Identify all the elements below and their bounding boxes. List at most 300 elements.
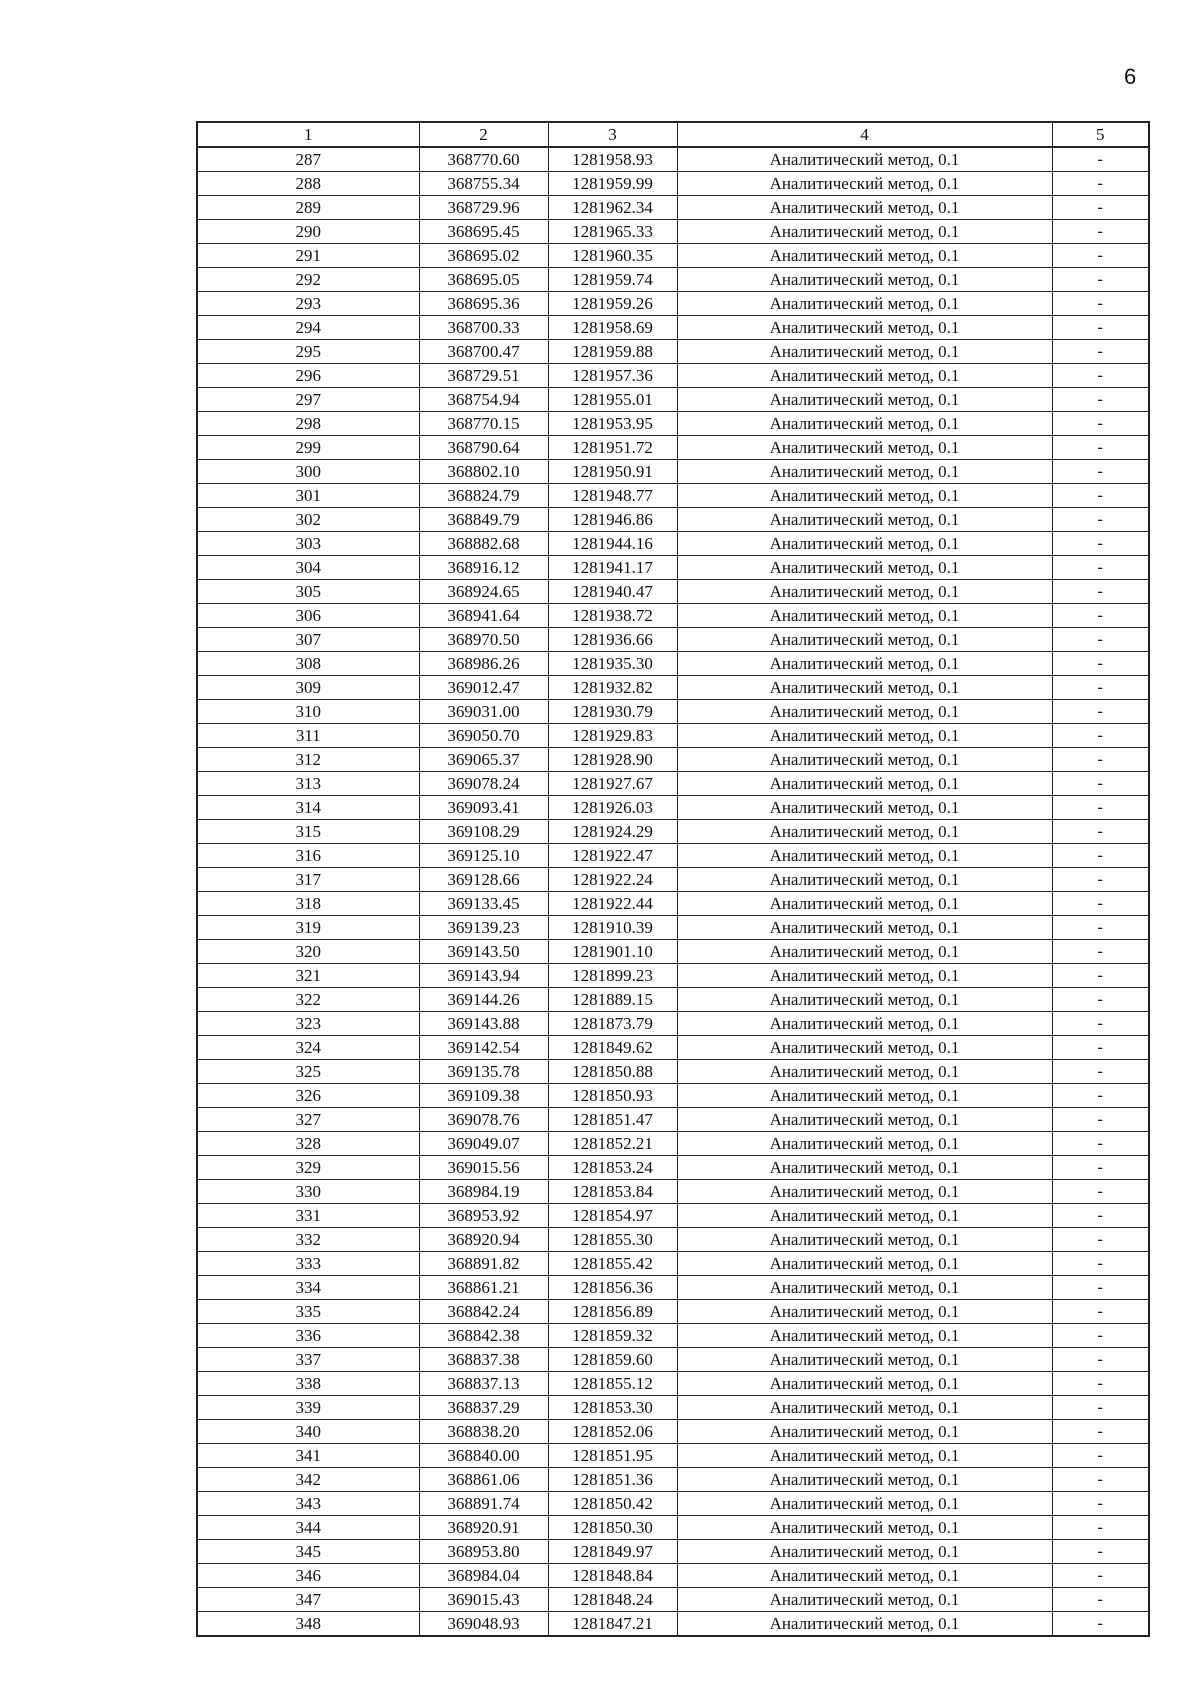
table-row (197, 1348, 1149, 1372)
method-accuracy-cell: Аналитический метод, 0.1 (677, 508, 1052, 532)
note-cell: - (1052, 604, 1149, 628)
x-coordinate-cell: 368984.04 (419, 1564, 548, 1588)
y-coordinate-cell: 1281859.60 (548, 1348, 677, 1372)
point-number-cell: 313 (197, 772, 419, 796)
note-cell: - (1052, 316, 1149, 340)
x-coordinate-cell: 368916.12 (419, 556, 548, 580)
y-coordinate-cell: 1281960.35 (548, 244, 677, 268)
x-coordinate-cell: 368838.20 (419, 1420, 548, 1444)
note-cell: - (1052, 940, 1149, 964)
y-coordinate-cell: 1281958.93 (548, 147, 677, 172)
x-coordinate-cell: 368861.21 (419, 1276, 548, 1300)
column-header-3: 3 (548, 122, 677, 147)
point-number-cell: 334 (197, 1276, 419, 1300)
method-accuracy-cell: Аналитический метод, 0.1 (677, 1228, 1052, 1252)
point-number-cell: 337 (197, 1348, 419, 1372)
method-accuracy-cell: Аналитический метод, 0.1 (677, 460, 1052, 484)
y-coordinate-cell: 1281855.30 (548, 1228, 677, 1252)
point-number-cell: 333 (197, 1252, 419, 1276)
y-coordinate-cell: 1281922.47 (548, 844, 677, 868)
note-cell: - (1052, 1396, 1149, 1420)
x-coordinate-cell: 368695.05 (419, 268, 548, 292)
y-coordinate-cell: 1281850.42 (548, 1492, 677, 1516)
page-number: 6 (1124, 64, 1137, 89)
point-number-cell: 287 (197, 147, 419, 172)
method-accuracy-cell: Аналитический метод, 0.1 (677, 1156, 1052, 1180)
point-number-cell: 319 (197, 916, 419, 940)
note-cell: - (1052, 1060, 1149, 1084)
table-row (197, 1012, 1149, 1036)
x-coordinate-cell: 368941.64 (419, 604, 548, 628)
note-cell: - (1052, 1540, 1149, 1564)
x-coordinate-cell: 369015.56 (419, 1156, 548, 1180)
point-number-cell: 306 (197, 604, 419, 628)
y-coordinate-cell: 1281924.29 (548, 820, 677, 844)
note-cell: - (1052, 412, 1149, 436)
x-coordinate-cell: 369078.24 (419, 772, 548, 796)
note-cell: - (1052, 1036, 1149, 1060)
y-coordinate-cell: 1281899.23 (548, 964, 677, 988)
point-number-cell: 308 (197, 652, 419, 676)
x-coordinate-cell: 368986.26 (419, 652, 548, 676)
column-header-4: 4 (677, 122, 1052, 147)
y-coordinate-cell: 1281959.74 (548, 268, 677, 292)
method-accuracy-cell: Аналитический метод, 0.1 (677, 1372, 1052, 1396)
point-number-cell: 305 (197, 580, 419, 604)
method-accuracy-cell: Аналитический метод, 0.1 (677, 1396, 1052, 1420)
table-row (197, 748, 1149, 772)
method-accuracy-cell: Аналитический метод, 0.1 (677, 388, 1052, 412)
point-number-cell: 327 (197, 1108, 419, 1132)
note-cell: - (1052, 1276, 1149, 1300)
table-row (197, 436, 1149, 460)
point-number-cell: 336 (197, 1324, 419, 1348)
method-accuracy-cell: Аналитический метод, 0.1 (677, 1468, 1052, 1492)
x-coordinate-cell: 368984.19 (419, 1180, 548, 1204)
note-cell: - (1052, 580, 1149, 604)
note-cell: - (1052, 1492, 1149, 1516)
x-coordinate-cell: 369050.70 (419, 724, 548, 748)
table-row (197, 1180, 1149, 1204)
x-coordinate-cell: 369143.88 (419, 1012, 548, 1036)
table-row (197, 964, 1149, 988)
point-number-cell: 292 (197, 268, 419, 292)
table-row (197, 580, 1149, 604)
table-row (197, 1252, 1149, 1276)
note-cell: - (1052, 916, 1149, 940)
point-number-cell: 293 (197, 292, 419, 316)
method-accuracy-cell: Аналитический метод, 0.1 (677, 147, 1052, 172)
table-row (197, 1492, 1149, 1516)
y-coordinate-cell: 1281938.72 (548, 604, 677, 628)
table-row (197, 412, 1149, 436)
x-coordinate-cell: 369078.76 (419, 1108, 548, 1132)
table-row (197, 1372, 1149, 1396)
table-row (197, 724, 1149, 748)
x-coordinate-cell: 369065.37 (419, 748, 548, 772)
y-coordinate-cell: 1281930.79 (548, 700, 677, 724)
method-accuracy-cell: Аналитический метод, 0.1 (677, 484, 1052, 508)
point-number-cell: 291 (197, 244, 419, 268)
method-accuracy-cell: Аналитический метод, 0.1 (677, 844, 1052, 868)
x-coordinate-cell: 368840.00 (419, 1444, 548, 1468)
x-coordinate-cell: 368861.06 (419, 1468, 548, 1492)
note-cell: - (1052, 820, 1149, 844)
note-cell: - (1052, 147, 1149, 172)
y-coordinate-cell: 1281928.90 (548, 748, 677, 772)
y-coordinate-cell: 1281927.67 (548, 772, 677, 796)
table-row (197, 916, 1149, 940)
table-row (197, 460, 1149, 484)
point-number-cell: 343 (197, 1492, 419, 1516)
method-accuracy-cell: Аналитический метод, 0.1 (677, 1540, 1052, 1564)
y-coordinate-cell: 1281957.36 (548, 364, 677, 388)
x-coordinate-cell: 368754.94 (419, 388, 548, 412)
x-coordinate-cell: 368924.65 (419, 580, 548, 604)
y-coordinate-cell: 1281926.03 (548, 796, 677, 820)
table-row (197, 1516, 1149, 1540)
y-coordinate-cell: 1281950.91 (548, 460, 677, 484)
point-number-cell: 310 (197, 700, 419, 724)
point-number-cell: 316 (197, 844, 419, 868)
point-number-cell: 326 (197, 1084, 419, 1108)
table-body (197, 147, 1149, 1636)
note-cell: - (1052, 508, 1149, 532)
table-row (197, 796, 1149, 820)
method-accuracy-cell: Аналитический метод, 0.1 (677, 820, 1052, 844)
method-accuracy-cell: Аналитический метод, 0.1 (677, 412, 1052, 436)
y-coordinate-cell: 1281852.06 (548, 1420, 677, 1444)
y-coordinate-cell: 1281936.66 (548, 628, 677, 652)
table-row (197, 700, 1149, 724)
x-coordinate-cell: 369142.54 (419, 1036, 548, 1060)
table-row (197, 1468, 1149, 1492)
table-row (197, 1060, 1149, 1084)
point-number-cell: 323 (197, 1012, 419, 1036)
table-row (197, 292, 1149, 316)
y-coordinate-cell: 1281852.21 (548, 1132, 677, 1156)
point-number-cell: 318 (197, 892, 419, 916)
note-cell: - (1052, 172, 1149, 196)
table-row (197, 628, 1149, 652)
method-accuracy-cell: Аналитический метод, 0.1 (677, 268, 1052, 292)
point-number-cell: 311 (197, 724, 419, 748)
x-coordinate-cell: 369144.26 (419, 988, 548, 1012)
point-number-cell: 300 (197, 460, 419, 484)
method-accuracy-cell: Аналитический метод, 0.1 (677, 1348, 1052, 1372)
note-cell: - (1052, 484, 1149, 508)
x-coordinate-cell: 368842.38 (419, 1324, 548, 1348)
x-coordinate-cell: 369031.00 (419, 700, 548, 724)
x-coordinate-cell: 369143.94 (419, 964, 548, 988)
method-accuracy-cell: Аналитический метод, 0.1 (677, 1516, 1052, 1540)
method-accuracy-cell: Аналитический метод, 0.1 (677, 892, 1052, 916)
column-header-2: 2 (419, 122, 548, 147)
point-number-cell: 324 (197, 1036, 419, 1060)
note-cell: - (1052, 700, 1149, 724)
method-accuracy-cell: Аналитический метод, 0.1 (677, 628, 1052, 652)
note-cell: - (1052, 724, 1149, 748)
point-number-cell: 340 (197, 1420, 419, 1444)
y-coordinate-cell: 1281856.89 (548, 1300, 677, 1324)
point-number-cell: 299 (197, 436, 419, 460)
method-accuracy-cell: Аналитический метод, 0.1 (677, 1444, 1052, 1468)
point-number-cell: 301 (197, 484, 419, 508)
note-cell: - (1052, 1420, 1149, 1444)
point-number-cell: 346 (197, 1564, 419, 1588)
point-number-cell: 302 (197, 508, 419, 532)
point-number-cell: 344 (197, 1516, 419, 1540)
y-coordinate-cell: 1281953.95 (548, 412, 677, 436)
x-coordinate-cell: 369048.93 (419, 1612, 548, 1637)
table-row (197, 844, 1149, 868)
y-coordinate-cell: 1281962.34 (548, 196, 677, 220)
table-row (197, 508, 1149, 532)
method-accuracy-cell: Аналитический метод, 0.1 (677, 1180, 1052, 1204)
y-coordinate-cell: 1281848.24 (548, 1588, 677, 1612)
note-cell: - (1052, 388, 1149, 412)
note-cell: - (1052, 796, 1149, 820)
y-coordinate-cell: 1281935.30 (548, 652, 677, 676)
note-cell: - (1052, 196, 1149, 220)
method-accuracy-cell: Аналитический метод, 0.1 (677, 652, 1052, 676)
table-row (197, 868, 1149, 892)
note-cell: - (1052, 1180, 1149, 1204)
y-coordinate-cell: 1281946.86 (548, 508, 677, 532)
point-number-cell: 296 (197, 364, 419, 388)
method-accuracy-cell: Аналитический метод, 0.1 (677, 940, 1052, 964)
method-accuracy-cell: Аналитический метод, 0.1 (677, 580, 1052, 604)
x-coordinate-cell: 369135.78 (419, 1060, 548, 1084)
point-number-cell: 325 (197, 1060, 419, 1084)
x-coordinate-cell: 368837.38 (419, 1348, 548, 1372)
note-cell: - (1052, 460, 1149, 484)
y-coordinate-cell: 1281959.99 (548, 172, 677, 196)
x-coordinate-cell: 368882.68 (419, 532, 548, 556)
note-cell: - (1052, 772, 1149, 796)
x-coordinate-cell: 368891.74 (419, 1492, 548, 1516)
method-accuracy-cell: Аналитический метод, 0.1 (677, 556, 1052, 580)
method-accuracy-cell: Аналитический метод, 0.1 (677, 1276, 1052, 1300)
note-cell: - (1052, 268, 1149, 292)
point-number-cell: 330 (197, 1180, 419, 1204)
x-coordinate-cell: 368790.64 (419, 436, 548, 460)
table-row (197, 1276, 1149, 1300)
table-row (197, 340, 1149, 364)
x-coordinate-cell: 368755.34 (419, 172, 548, 196)
note-cell: - (1052, 1012, 1149, 1036)
method-accuracy-cell: Аналитический метод, 0.1 (677, 1420, 1052, 1444)
table-row (197, 1300, 1149, 1324)
point-number-cell: 304 (197, 556, 419, 580)
method-accuracy-cell: Аналитический метод, 0.1 (677, 1588, 1052, 1612)
x-coordinate-cell: 369012.47 (419, 676, 548, 700)
table-row (197, 1108, 1149, 1132)
note-cell: - (1052, 1588, 1149, 1612)
method-accuracy-cell: Аналитический метод, 0.1 (677, 604, 1052, 628)
note-cell: - (1052, 1300, 1149, 1324)
table-row (197, 484, 1149, 508)
method-accuracy-cell: Аналитический метод, 0.1 (677, 772, 1052, 796)
table-row (197, 1612, 1149, 1637)
x-coordinate-cell: 368695.36 (419, 292, 548, 316)
point-number-cell: 322 (197, 988, 419, 1012)
point-number-cell: 341 (197, 1444, 419, 1468)
point-number-cell: 317 (197, 868, 419, 892)
y-coordinate-cell: 1281859.32 (548, 1324, 677, 1348)
method-accuracy-cell: Аналитический метод, 0.1 (677, 676, 1052, 700)
note-cell: - (1052, 1468, 1149, 1492)
note-cell: - (1052, 676, 1149, 700)
x-coordinate-cell: 368849.79 (419, 508, 548, 532)
x-coordinate-cell: 368770.15 (419, 412, 548, 436)
table-header (197, 122, 1149, 147)
y-coordinate-cell: 1281855.42 (548, 1252, 677, 1276)
point-number-cell: 315 (197, 820, 419, 844)
point-number-cell: 303 (197, 532, 419, 556)
table-row (197, 772, 1149, 796)
method-accuracy-cell: Аналитический метод, 0.1 (677, 796, 1052, 820)
note-cell: - (1052, 844, 1149, 868)
x-coordinate-cell: 368729.96 (419, 196, 548, 220)
x-coordinate-cell: 368920.91 (419, 1516, 548, 1540)
note-cell: - (1052, 1564, 1149, 1588)
y-coordinate-cell: 1281853.24 (548, 1156, 677, 1180)
x-coordinate-cell: 368953.80 (419, 1540, 548, 1564)
method-accuracy-cell: Аналитический метод, 0.1 (677, 916, 1052, 940)
y-coordinate-cell: 1281848.84 (548, 1564, 677, 1588)
y-coordinate-cell: 1281922.24 (548, 868, 677, 892)
method-accuracy-cell: Аналитический метод, 0.1 (677, 1084, 1052, 1108)
y-coordinate-cell: 1281856.36 (548, 1276, 677, 1300)
point-number-cell: 289 (197, 196, 419, 220)
y-coordinate-cell: 1281929.83 (548, 724, 677, 748)
method-accuracy-cell: Аналитический метод, 0.1 (677, 244, 1052, 268)
point-number-cell: 320 (197, 940, 419, 964)
note-cell: - (1052, 340, 1149, 364)
y-coordinate-cell: 1281959.88 (548, 340, 677, 364)
method-accuracy-cell: Аналитический метод, 0.1 (677, 1612, 1052, 1637)
method-accuracy-cell: Аналитический метод, 0.1 (677, 292, 1052, 316)
table-row (197, 1588, 1149, 1612)
x-coordinate-cell: 368842.24 (419, 1300, 548, 1324)
y-coordinate-cell: 1281851.95 (548, 1444, 677, 1468)
table-row (197, 388, 1149, 412)
table-row (197, 244, 1149, 268)
point-number-cell: 329 (197, 1156, 419, 1180)
note-cell: - (1052, 868, 1149, 892)
method-accuracy-cell: Аналитический метод, 0.1 (677, 868, 1052, 892)
coordinates-table (196, 121, 1150, 1637)
point-number-cell: 294 (197, 316, 419, 340)
method-accuracy-cell: Аналитический метод, 0.1 (677, 1204, 1052, 1228)
note-cell: - (1052, 628, 1149, 652)
table-row (197, 1156, 1149, 1180)
point-number-cell: 342 (197, 1468, 419, 1492)
point-number-cell: 288 (197, 172, 419, 196)
note-cell: - (1052, 748, 1149, 772)
method-accuracy-cell: Аналитический метод, 0.1 (677, 196, 1052, 220)
x-coordinate-cell: 368824.79 (419, 484, 548, 508)
note-cell: - (1052, 364, 1149, 388)
point-number-cell: 345 (197, 1540, 419, 1564)
point-number-cell: 335 (197, 1300, 419, 1324)
point-number-cell: 290 (197, 220, 419, 244)
method-accuracy-cell: Аналитический метод, 0.1 (677, 1012, 1052, 1036)
note-cell: - (1052, 1252, 1149, 1276)
table-row (197, 556, 1149, 580)
x-coordinate-cell: 368802.10 (419, 460, 548, 484)
table-row (197, 196, 1149, 220)
method-accuracy-cell: Аналитический метод, 0.1 (677, 748, 1052, 772)
point-number-cell: 332 (197, 1228, 419, 1252)
y-coordinate-cell: 1281958.69 (548, 316, 677, 340)
x-coordinate-cell: 368837.13 (419, 1372, 548, 1396)
x-coordinate-cell: 368695.02 (419, 244, 548, 268)
y-coordinate-cell: 1281850.88 (548, 1060, 677, 1084)
note-cell: - (1052, 1516, 1149, 1540)
method-accuracy-cell: Аналитический метод, 0.1 (677, 1492, 1052, 1516)
method-accuracy-cell: Аналитический метод, 0.1 (677, 1132, 1052, 1156)
table-row (197, 316, 1149, 340)
note-cell: - (1052, 1324, 1149, 1348)
table-row (197, 892, 1149, 916)
table-row (197, 604, 1149, 628)
method-accuracy-cell: Аналитический метод, 0.1 (677, 1564, 1052, 1588)
y-coordinate-cell: 1281932.82 (548, 676, 677, 700)
y-coordinate-cell: 1281849.97 (548, 1540, 677, 1564)
point-number-cell: 309 (197, 676, 419, 700)
point-number-cell: 328 (197, 1132, 419, 1156)
y-coordinate-cell: 1281855.12 (548, 1372, 677, 1396)
point-number-cell: 347 (197, 1588, 419, 1612)
point-number-cell: 298 (197, 412, 419, 436)
point-number-cell: 321 (197, 964, 419, 988)
y-coordinate-cell: 1281889.15 (548, 988, 677, 1012)
method-accuracy-cell: Аналитический метод, 0.1 (677, 316, 1052, 340)
y-coordinate-cell: 1281922.44 (548, 892, 677, 916)
table-row (197, 1420, 1149, 1444)
method-accuracy-cell: Аналитический метод, 0.1 (677, 1252, 1052, 1276)
y-coordinate-cell: 1281944.16 (548, 532, 677, 556)
x-coordinate-cell: 368953.92 (419, 1204, 548, 1228)
method-accuracy-cell: Аналитический метод, 0.1 (677, 532, 1052, 556)
x-coordinate-cell: 369015.43 (419, 1588, 548, 1612)
note-cell: - (1052, 436, 1149, 460)
note-cell: - (1052, 988, 1149, 1012)
table-row (197, 1324, 1149, 1348)
x-coordinate-cell: 368700.33 (419, 316, 548, 340)
y-coordinate-cell: 1281850.30 (548, 1516, 677, 1540)
y-coordinate-cell: 1281901.10 (548, 940, 677, 964)
table-row (197, 1084, 1149, 1108)
x-coordinate-cell: 369139.23 (419, 916, 548, 940)
method-accuracy-cell: Аналитический метод, 0.1 (677, 700, 1052, 724)
y-coordinate-cell: 1281853.30 (548, 1396, 677, 1420)
x-coordinate-cell: 369108.29 (419, 820, 548, 844)
x-coordinate-cell: 369093.41 (419, 796, 548, 820)
header-row (197, 122, 1149, 147)
y-coordinate-cell: 1281951.72 (548, 436, 677, 460)
point-number-cell: 331 (197, 1204, 419, 1228)
method-accuracy-cell: Аналитический метод, 0.1 (677, 1108, 1052, 1132)
y-coordinate-cell: 1281941.17 (548, 556, 677, 580)
point-number-cell: 297 (197, 388, 419, 412)
x-coordinate-cell: 368695.45 (419, 220, 548, 244)
y-coordinate-cell: 1281873.79 (548, 1012, 677, 1036)
note-cell: - (1052, 964, 1149, 988)
method-accuracy-cell: Аналитический метод, 0.1 (677, 1036, 1052, 1060)
